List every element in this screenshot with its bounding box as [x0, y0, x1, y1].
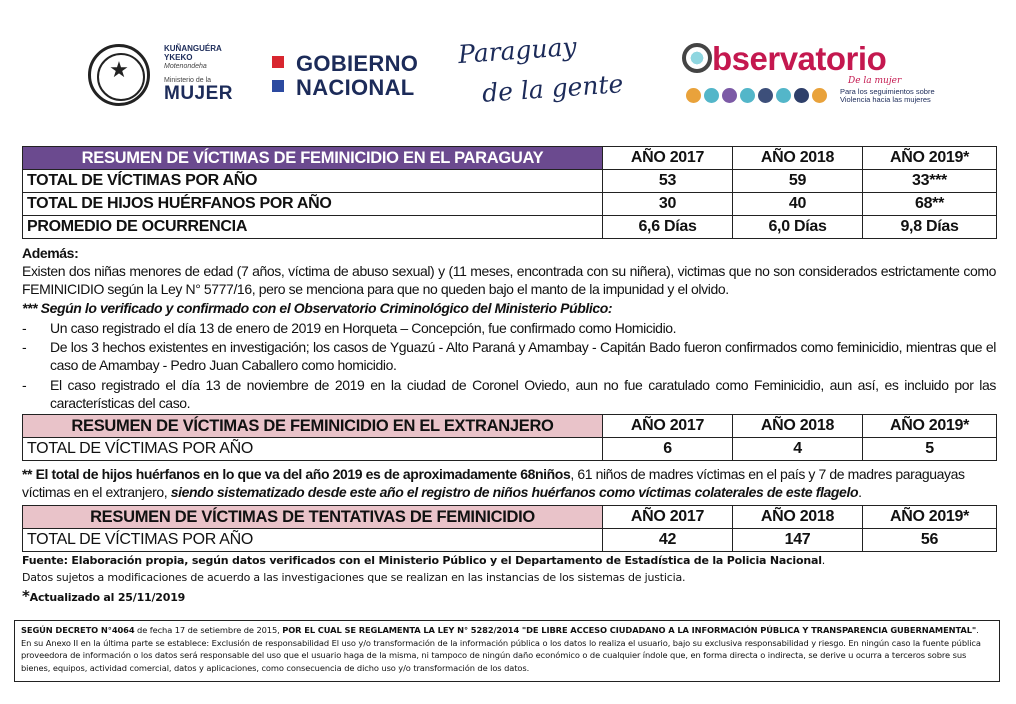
row-label: PROMEDIO DE OCURRENCIA [23, 216, 603, 239]
orphans-part3: siendo sistematizado desde este año el registro de niños huérfanos como víctimas colaterales de este flagelo [170, 484, 859, 500]
verified-label: *** Según lo verificado y confirmado con el Observatorio Criminológico del Ministerio Público: [22, 300, 613, 316]
gob-line1: GOBIERNO [296, 51, 419, 76]
cell-value: 9,8 Días [863, 216, 997, 239]
year-header: AÑO 2017 [603, 506, 733, 529]
table-row [23, 170, 997, 193]
table-row [23, 529, 997, 552]
list-item [22, 376, 996, 412]
table-row [23, 438, 997, 461]
observatorio-logo [682, 40, 935, 120]
table-title: RESUMEN DE VÍCTIMAS DE FEMINICIDIO EN EL EXTRANJERO [23, 415, 603, 438]
cell-value: 30 [603, 193, 733, 216]
table-header-row [23, 506, 997, 529]
legal-notice [14, 620, 1000, 682]
ademas-text: Existen dos niñas menores de edad (7 años, víctima de abuso sexual) y (11 meses, encontrada con su niñera), victimas que no son considerados estrictamente como FEMINICIDIO según la Ley N° 5777/16, pero se menciona para que no queden bajo el manto de la impunidad y el olvido. [22, 263, 996, 297]
year-header: AÑO 2019* [863, 415, 997, 438]
avatar-icon [812, 88, 827, 103]
avatar-icon [758, 88, 773, 103]
table-feminicide-paraguay [22, 146, 997, 239]
avatar-icon [722, 88, 737, 103]
cell-value: 4 [733, 438, 863, 461]
cell-value: 33*** [863, 170, 997, 193]
orphans-note [22, 465, 996, 501]
year-header: AÑO 2019* [863, 147, 997, 170]
year-header: AÑO 2017 [603, 147, 733, 170]
obs-tagline: Para los seguimientos sobre Violencia hacia las mujeres [840, 87, 935, 104]
header-logos [0, 0, 1016, 140]
avatar-icon [794, 88, 809, 103]
cell-value: 53 [603, 170, 733, 193]
bullet-text: El caso registrado el día 13 de noviembre de 2019 en la ciudad de Coronel Oviedo, aun no fue caratulado como Feminicidio, aun así, es incluido por las características del caso. [50, 377, 996, 411]
updated-text: Actualizado al 25/11/2019 [29, 591, 186, 604]
obs-title-text: bservatorio [712, 40, 887, 77]
ministry-logo [164, 44, 254, 103]
row-label: TOTAL DE VÍCTIMAS POR AÑO [23, 529, 603, 552]
cell-value: 147 [733, 529, 863, 552]
legal-decree [21, 624, 993, 637]
national-seal-icon [88, 44, 150, 106]
table-title: RESUMEN DE VÍCTIMAS DE FEMINICIDIO EN EL PARAGUAY [23, 147, 603, 170]
orphans-part2: , 61 niños de madres víctimas en el país y 7 de madres paraguayas víctimas en el extranjero, [22, 466, 965, 500]
table-row [23, 216, 997, 239]
obs-title [682, 40, 886, 78]
slogan-line1: Paraguay [457, 31, 578, 70]
table-header-row [23, 415, 997, 438]
ademas-label: Además: [22, 245, 79, 261]
year-header: AÑO 2018 [733, 415, 863, 438]
cell-value: 40 [733, 193, 863, 216]
ministry-line3: Motenondeha [164, 63, 207, 70]
bullet-mark: - [22, 339, 27, 355]
list-item [22, 319, 996, 337]
updated-star: * [22, 587, 30, 605]
magnifier-icon [682, 43, 712, 73]
table-feminicide-abroad [22, 414, 997, 461]
bullet-text: Un caso registrado el día 13 de enero de 2019 en Horqueta – Concepción, fue confirmado como Homicidio. [50, 320, 677, 336]
legal-decree-law: POR EL CUAL SE REGLAMENTA LA LEY N° 5282/2014 "DE LIBRE ACCESO CIUDADANO A LA INFORMACIÓN PÚBLICA Y TRANSPARENCIA GUBERNAMENTAL" [282, 625, 977, 635]
slogan-logo [454, 31, 625, 116]
avatar-icon [776, 88, 791, 103]
ministry-line4: Ministerio de la [164, 77, 212, 84]
avatar-icon [740, 88, 755, 103]
blue-square-icon [272, 80, 284, 92]
legal-decree-date: de fecha 17 de setiembre de 2015, [134, 625, 283, 635]
obs-subtitle: De la mujer [848, 76, 902, 86]
table-row [23, 193, 997, 216]
year-header: AÑO 2019* [863, 506, 997, 529]
row-label: TOTAL DE VÍCTIMAS POR AÑO [23, 438, 603, 461]
orphans-part4: . [858, 484, 862, 500]
table-header-row [23, 147, 997, 170]
row-label: TOTAL DE VÍCTIMAS POR AÑO [23, 170, 603, 193]
orphans-part1: ** El total de hijos huérfanos en lo que va del año 2019 es de aproximadamente 68niños [22, 466, 571, 482]
avatar-row [686, 88, 830, 108]
cell-value: 6 [603, 438, 733, 461]
ministry-line2: YKEKO [164, 53, 193, 62]
legal-decree-bold: SEGÚN DECRETO N°4064 [21, 625, 135, 635]
source-end: . [821, 554, 826, 567]
cell-value: 56 [863, 529, 997, 552]
bullet-text: De los 3 hechos existentes en investigación; los casos de Yguazú - Alto Paraná y Amambay - Capitán Bado fueron confirmados como feminicidio, mientras que el caso de Amambay - Pedro Juan Caballero como homicidio. [50, 339, 996, 373]
year-header: AÑO 2017 [603, 415, 733, 438]
year-header: AÑO 2018 [733, 147, 863, 170]
red-square-icon [272, 56, 284, 68]
cell-value: 59 [733, 170, 863, 193]
list-item [22, 338, 996, 374]
source-line [22, 553, 825, 569]
updated-line [22, 588, 185, 606]
source-text: Fuente: Elaboración propia, según datos verificados con el Ministerio Público y el Departamento de Estadística de la Policia Nacional [22, 554, 822, 567]
table-attempted-feminicide [22, 505, 997, 552]
cell-value: 6,6 Días [603, 216, 733, 239]
avatar-icon [704, 88, 719, 103]
cell-value: 5 [863, 438, 997, 461]
gob-line2: NACIONAL [296, 75, 415, 100]
ministry-line1: KUÑANGUÉRA [164, 44, 222, 53]
cell-value: 42 [603, 529, 733, 552]
slogan-line2: de la gente [481, 69, 625, 108]
bullet-mark: - [22, 377, 27, 393]
ministry-line5: MUJER [164, 83, 234, 104]
table-title: RESUMEN DE VÍCTIMAS DE TENTATIVAS DE FEMINICIDIO [23, 506, 603, 529]
disclaimer-line: Datos sujetos a modificaciones de acuerdo a las investigaciones que se realizan en las instancias de los sistemas de justicia. [22, 571, 686, 584]
legal-decree-end: . [976, 625, 979, 635]
avatar-icon [686, 88, 701, 103]
bullet-mark: - [22, 320, 27, 336]
year-header: AÑO 2018 [733, 506, 863, 529]
legal-text: En su Anexo II en la última parte se establece: Exclusión de responsabilidad El uso y/o transformación de la información pública o los datos lo realiza el usuario, bajo su exclusiva responsabilidad y riesgo. En ningún caso la fuente pública proveedora de información o los datos será responsable del uso que el usuario haga de la misma, ni tampoco de ningún daño económico o de cualquier índole que, en forma directa o indirecta, se derive u ocurra a terceros sobre sus bienes, equipos, actividad comercial, datos y aplicaciones, como consecuencia de dicho uso y/o transformación de los datos. [21, 637, 981, 673]
cell-value: 6,0 Días [733, 216, 863, 239]
seal-star-icon: ★ [109, 57, 129, 82]
row-label: TOTAL DE HIJOS HUÉRFANOS POR AÑO [23, 193, 603, 216]
cell-value: 68** [863, 193, 997, 216]
